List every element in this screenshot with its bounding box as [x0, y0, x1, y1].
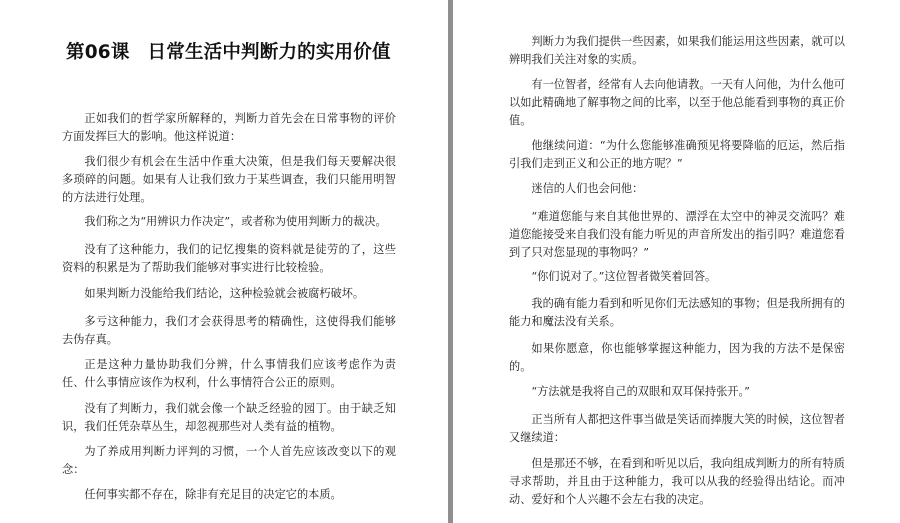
left-page	[0, 0, 448, 523]
lesson-number: 第06课	[66, 42, 130, 63]
paragraph: 但是那还不够，在看到和听见以后，我向组成判断力的所有特质寻求帮助，并且由于这种能力，我可以从我的经验得出结论。而冲动、爱好和个人兴趣不会左右我的决定。	[509, 457, 845, 506]
lesson-title: 日常生活中判断力的实用价值	[147, 42, 391, 63]
paragraph: 正是这种力量协助我们分辨，什么事情我们应该考虑作为责任、什么事情应该作为权利，什么事情符合公正的原则。	[62, 358, 396, 389]
paragraph: 我的确有能力看到和听见你们无法感知的事物；但是我所拥有的能力和魔法没有关系。	[509, 297, 845, 328]
paragraph: “难道您能与来自其他世界的、漂浮在太空中的神灵交流吗？难道您能接受来自我们没有能力听见的声音所发出的指引吗？难道您看到了只对您显现的事物吗？”	[509, 210, 845, 259]
paragraph: 他继续问道：“为什么您能够准确预见将要降临的厄运，然后指引我们走到正义和公正的地方呢？”	[509, 139, 845, 170]
paragraph: 没有了这种能力，我们的记忆搜集的资料就是徒劳的了，这些资料的积累是为了帮助我们能够对事实进行比较检验。	[62, 243, 396, 274]
paragraph: 我们称之为“用辨识力作决定”，或者称为使用判断力的裁决。	[84, 215, 387, 228]
paragraph: 为了养成用判断力评判的习惯，一个人首先应该改变以下的观念：	[62, 445, 396, 476]
paragraph: 多亏这种能力，我们才会获得思考的精确性，这使得我们能够去伪存真。	[62, 315, 396, 346]
paragraph: 如果判断力没能给我们结论，这种检验就会被腐朽破坏。	[84, 287, 365, 300]
paragraph: 没有了判断力，我们就会像一个缺乏经验的园丁。由于缺乏知识，我们任凭杂草丛生，却忽视那些对人类有益的植物。	[62, 402, 396, 433]
paragraph: 正当所有人都把这件事当做是笑话而捧腹大笑的时候，这位智者又继续道：	[509, 413, 845, 444]
paragraph: 正如我们的哲学家所解释的，判断力首先会在日常事物的评价方面发挥巨大的影响。他这样说道：	[62, 112, 396, 143]
paragraph: 迷信的人们也会问他：	[531, 182, 644, 195]
paragraph: “你们说对了。”这位智者微笑着回答。	[531, 270, 717, 283]
page-title	[66, 40, 391, 66]
paragraph: “方法就是我将自己的双眼和双耳保持张开。”	[531, 385, 750, 398]
paragraph: 判断力为我们提供一些因素，如果我们能运用这些因素，就可以辨明我们关注对象的实质。	[509, 35, 845, 66]
paragraph: 任何事实都不存在，除非有充足目的决定它的本质。	[84, 488, 342, 501]
paragraph: 有一位智者，经常有人去向他请教。一天有人问他，为什么他可以如此精确地了解事物之间的比率，以至于他总能看到事物的真正价值。	[509, 78, 845, 127]
right-page	[453, 0, 900, 523]
paragraph: 我们很少有机会在生活中作重大决策，但是我们每天要解决很多琐碎的问题。如果有人让我们致力于某些调查，我们只能用明智的方法进行处理。	[62, 155, 396, 204]
paragraph: 如果你愿意，你也能够掌握这种能力，因为我的方法不是保密的。	[509, 342, 845, 373]
